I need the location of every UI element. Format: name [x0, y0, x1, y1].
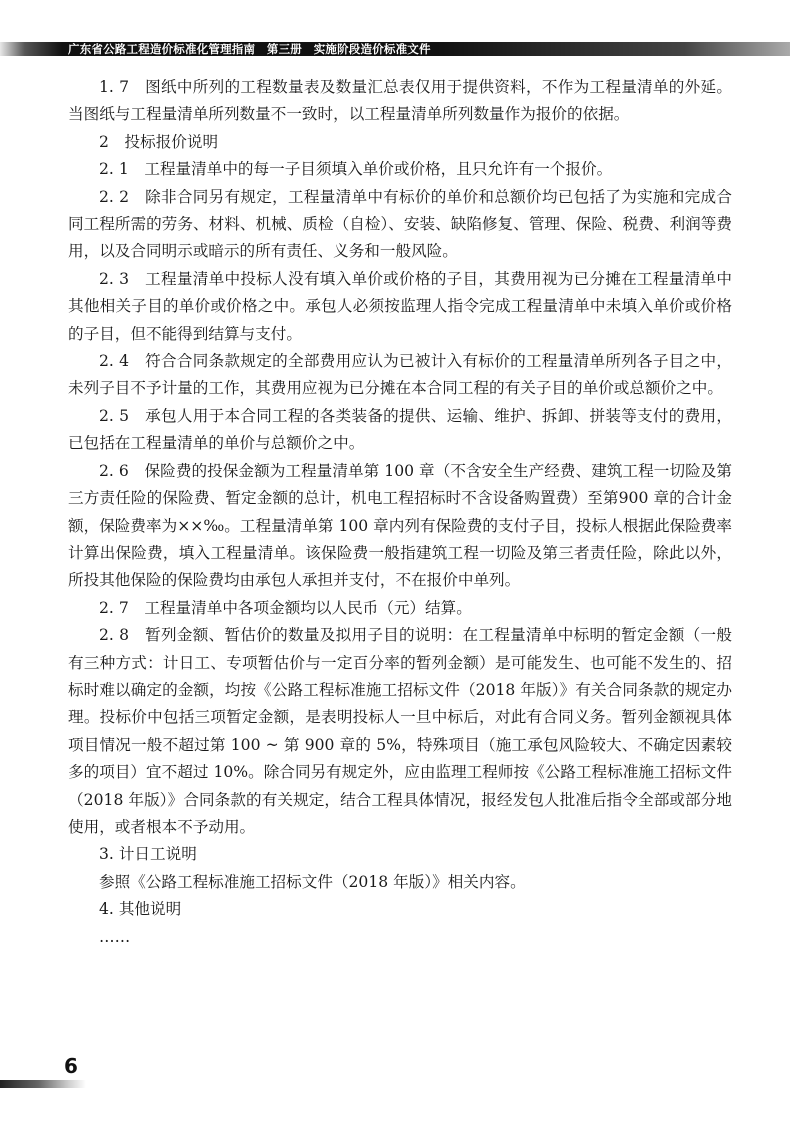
- running-header: [0, 42, 790, 56]
- section-heading-3: 3. 计日工说明: [99, 845, 197, 864]
- header-title: 广东省公路工程造价标准化管理指南 第三册 实施阶段造价标准文件: [62, 42, 437, 56]
- paragraph-2-2: 2. 2 除非合同另有规定，工程量清单中有标价的单价和总额价均已包括了为实施和完成合同工程所需的劳务、材料、机械、质检（自检）、安装、缺陷修复、管理、保险、税费、利润等费用，以及合同明示或暗示的所有责任、义务和一般风险。: [68, 187, 732, 261]
- header-decoration-right: [437, 42, 790, 56]
- section-heading-2: 2 投标报价说明: [99, 132, 219, 151]
- paragraph-2-5: 2. 5 承包人用于本合同工程的各类装备的提供、运输、维护、拆卸、拼装等支付的费用，已包括在工程量清单的单价与总额价之中。: [68, 406, 732, 453]
- page-number: 6: [64, 1054, 78, 1078]
- paragraph-1-7: 1. 7 图纸中所列的工程数量表及数量汇总表仅用于提供资料，不作为工程量清单的外延。当图纸与工程量清单所列数量不一致时，以工程量清单所列数量作为报价的依据。: [68, 78, 732, 124]
- section-heading-4: 4. 其他说明: [99, 900, 182, 919]
- page-body: [68, 74, 732, 951]
- paragraph-2-4: 2. 4 符合合同条款规定的全部费用应认为已被计入有标价的工程量清单所列各子目之中，未列子目不予计量的工作，其费用应视为已分摊在本合同工程的有关子目的单价或总额价之中。: [68, 352, 732, 398]
- paragraph-2-7: 2. 7 工程量清单中各项金额均以人民币（元）结算。: [99, 598, 472, 617]
- footer-decoration: [0, 1080, 86, 1088]
- paragraph-2-6: 2. 6 保险费的投保金额为工程量清单第 100 章（不含安全生产经费、建筑工程一切险及第三方责任险的保险费、暂定金额的总计，机电工程招标时不含设备购置费）至第900 章的合计金额，保险费率为××‰。工程量清单第 100 章内列有保险费的支付子目，投标人根据此保险费率计算出保险费，填入工程量清单。该保险费一般指建筑工程一切险及第三者责任险，除此以外，所投其他保险的保险费均由承包人承担并支付，不在报价中单列。: [68, 461, 732, 590]
- paragraph-2-8: 2. 8 暂列金额、暂估价的数量及拟用子目的说明：在工程量清单中标明的暂定金额（一般有三种方式：计日工、专项暂估价与一定百分率的暂列金额）是可能发生、也可能不发生的、招标时难以确定的金额，均按《公路工程标准施工招标文件（2018 年版）》有关合同条款的规定办理。投标价中包括三项暂定金额，是表明投标人一旦中标后，对此有合同义务。暂列金额视具体项目情况一般不超过第 100 ~ 第 900 章的 5%，特殊项目（施工承包风险较大、不确定因素较多的项目）宜不超过 10%。除合同另有规定外，应由监理工程师按《公路工程标准施工招标文件（2018 年版）》合同条款的有关规定，结合工程具体情况，报经发包人批准后指令全部或部分地使用，或者根本不予动用。: [68, 626, 732, 836]
- ellipsis-placeholder: ……: [99, 927, 131, 946]
- paragraph-3-reference: 参照《公路工程标准施工招标文件（2018 年版）》相关内容。: [99, 872, 526, 891]
- paragraph-2-1: 2. 1 工程量清单中的每一子目须填入单价或价格，且只允许有一个报价。: [99, 160, 613, 179]
- header-decoration-left: [0, 42, 62, 56]
- paragraph-2-3: 2. 3 工程量清单中投标人没有填入单价或价格的子目，其费用视为已分摊在工程量清单中其他相关子目的单价或价格之中。承包人必须按监理人指令完成工程量清单中未填入单价或价格的子目，但不能得到结算与支付。: [68, 269, 732, 343]
